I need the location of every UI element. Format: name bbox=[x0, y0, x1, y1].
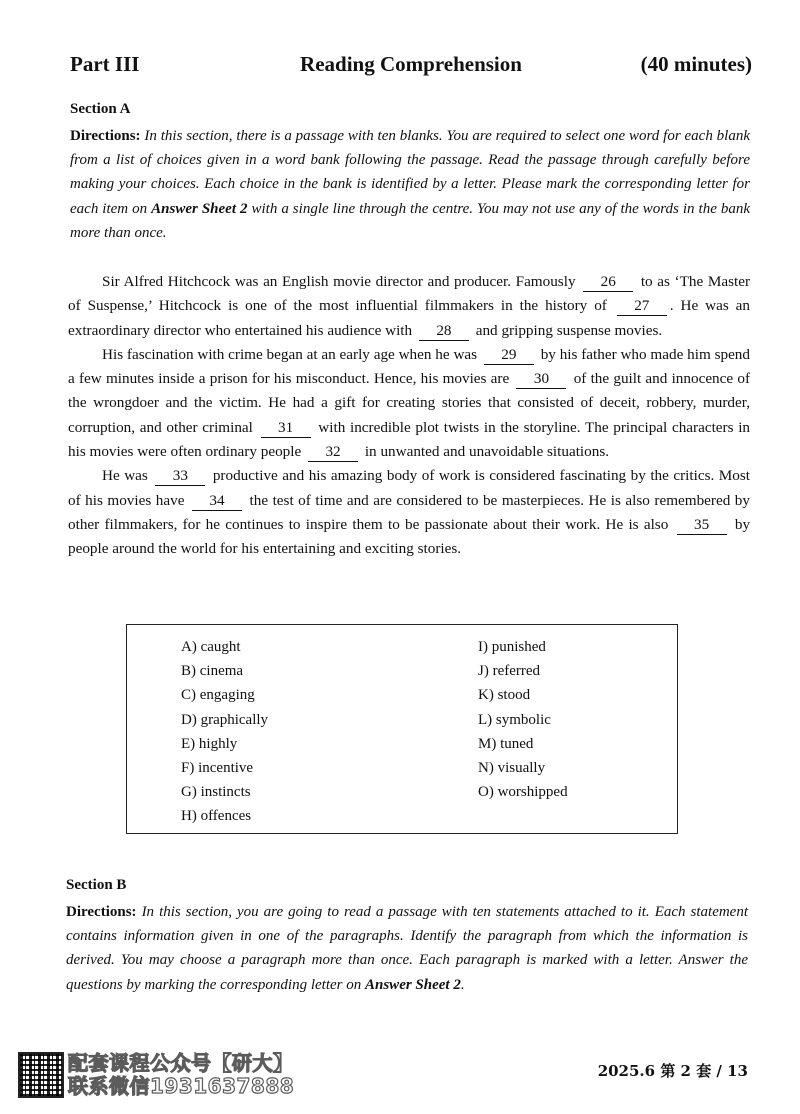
section-a-directions bbox=[70, 124, 750, 245]
word-choice: G) instincts bbox=[181, 784, 251, 801]
passage-text: the test of time and are considered to be masterpieces. He is also remembered by other filmmakers, for he continues to inspire them to be passionate about their work. He is also bbox=[68, 491, 750, 533]
page-number: 2025.6 第 2 套 / 13 bbox=[597, 1062, 748, 1080]
passage-text: His fascination with crime began at an early age when he was bbox=[102, 345, 478, 363]
blank-34: 34 bbox=[192, 492, 242, 511]
time-limit: (40 minutes) bbox=[640, 52, 752, 76]
word-choice: I) punished bbox=[478, 639, 546, 655]
word-bank-right-column bbox=[478, 635, 568, 804]
word-choice: A) caught bbox=[181, 639, 241, 655]
directions-text: In this section, there is a passage with ten blanks. You are required to select one word for each blank from a list of choices given in a word bank following the passage. Read the passage through carefully before making your choices. Each choice in the bank is identified by a letter. Please mark the corresponding letter for each item on bbox=[70, 128, 751, 217]
word-choice: L) symbolic bbox=[478, 711, 551, 728]
directions-text: with a single line through the centre. You may not use any of the words in the bank more than once. bbox=[70, 200, 751, 241]
passage-text: . He was an extraordinary director who entertained his audience with bbox=[68, 297, 750, 339]
reading-passage bbox=[68, 270, 750, 562]
blank-32: 32 bbox=[308, 443, 358, 462]
passage-text: and gripping suspense movies. bbox=[475, 321, 663, 339]
word-bank bbox=[126, 624, 678, 834]
word-choice: O) worshipped bbox=[478, 784, 568, 801]
directions-text: . bbox=[460, 976, 465, 993]
blank-30: 30 bbox=[516, 370, 566, 389]
answer-sheet-ref: Answer Sheet 2 bbox=[151, 200, 248, 217]
word-choice: F) incentive bbox=[181, 759, 254, 776]
word-choice: J) referred bbox=[478, 663, 541, 680]
passage-text: to as ‘The Master of Suspense,’ Hitchcock is one of the most influential filmmakers in the history of bbox=[68, 273, 751, 315]
directions-label: Directions: bbox=[70, 128, 141, 144]
blank-35: 35 bbox=[677, 516, 727, 535]
word-choice: D) graphically bbox=[181, 711, 269, 728]
qr-code-icon bbox=[18, 1052, 64, 1098]
directions-label: Directions: bbox=[66, 904, 137, 920]
answer-sheet-ref: Answer Sheet 2 bbox=[365, 976, 461, 993]
word-choice: B) cinema bbox=[181, 663, 244, 680]
section-b-directions bbox=[66, 900, 748, 997]
passage-text: productive and his amazing body of work is considered fascinating by the critics. Most of his movies have bbox=[68, 467, 751, 509]
passage-text: of the guilt and innocence of the wrongdoer and the victim. He had a gift for creating stories that consisted of deceit, robbery, murder, corruption, and other criminal bbox=[68, 370, 751, 436]
word-choice: M) tuned bbox=[478, 735, 534, 752]
word-choice: E) highly bbox=[181, 735, 238, 752]
word-choice: H) offences bbox=[181, 808, 252, 825]
part-header bbox=[70, 52, 752, 77]
word-choice: K) stood bbox=[478, 687, 531, 704]
passage-text: Sir Alfred Hitchcock was an English movie director and producer. Famously bbox=[102, 273, 576, 290]
blank-29: 29 bbox=[484, 346, 534, 365]
passage-text: with incredible plot twists in the storyline. The principal characters in his movies were often ordinary people bbox=[68, 418, 751, 461]
passage-text: by his father who made him spend a few minutes inside a prison for his misconduct. Hence, his movies are bbox=[68, 345, 750, 388]
blank-27: 27 bbox=[617, 297, 667, 316]
blank-33: 33 bbox=[155, 467, 205, 486]
promo-watermark bbox=[68, 1052, 318, 1098]
directions-text: In this section, you are going to read a passage with ten statements attached to it. Each statement contains information given in one of the paragraphs. Identify the paragraph from which the information is derived. You may choose a paragraph more than once. Each paragraph is marked with a letter. Answer the questions by marking the corresponding letter on bbox=[66, 904, 749, 993]
passage-paragraph-1 bbox=[68, 270, 750, 343]
passage-paragraph-3 bbox=[68, 464, 750, 561]
section-b-heading: Section B bbox=[66, 877, 127, 893]
blank-26: 26 bbox=[583, 273, 633, 292]
passage-text: by people around the world for his entertaining and exciting stories. bbox=[68, 515, 751, 558]
passage-paragraph-2 bbox=[68, 343, 750, 464]
passage-text: He was bbox=[102, 467, 148, 485]
part-title: Reading Comprehension bbox=[300, 52, 522, 76]
word-choice: C) engaging bbox=[181, 687, 255, 704]
promo-line: 联系微信1931637888 bbox=[68, 1074, 295, 1098]
promo-line: 配套课程公众号【研大】 bbox=[68, 1051, 294, 1075]
blank-31: 31 bbox=[261, 419, 311, 438]
word-bank-left-column bbox=[181, 635, 268, 829]
passage-text: in unwanted and unavoidable situations. bbox=[364, 443, 610, 461]
blank-28: 28 bbox=[419, 322, 469, 341]
section-a-heading: Section A bbox=[70, 101, 131, 117]
word-choice: N) visually bbox=[478, 759, 546, 776]
part-label: Part III bbox=[70, 52, 140, 76]
